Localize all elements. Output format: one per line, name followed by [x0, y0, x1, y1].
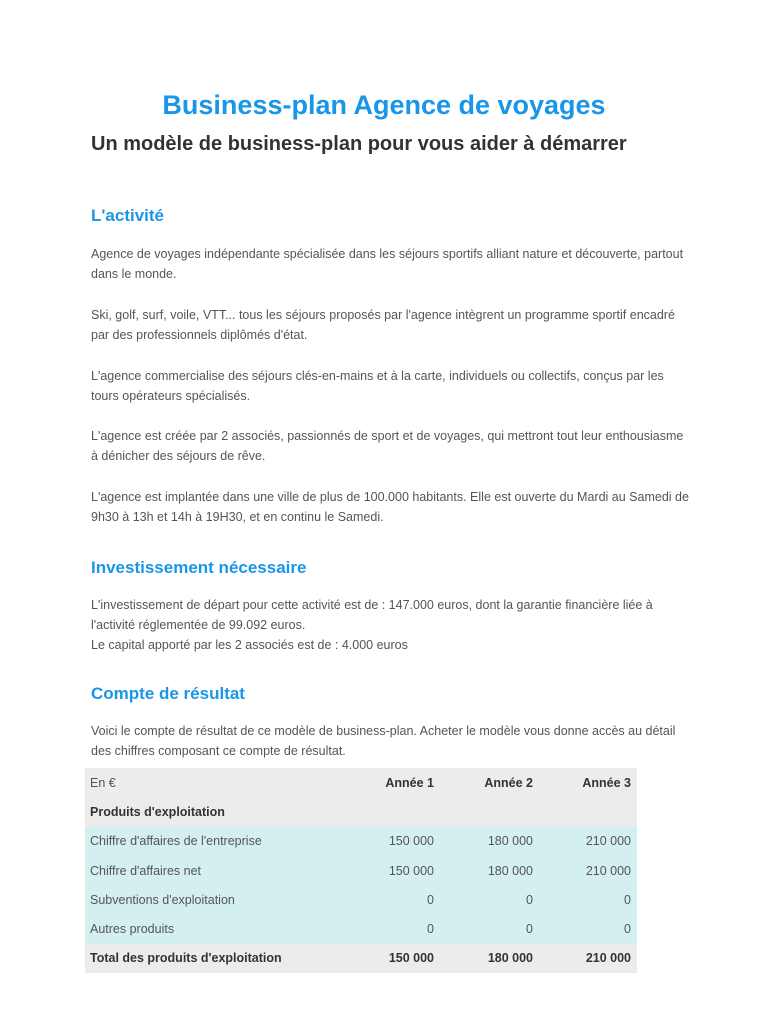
- total-year-1: 150 000: [388, 951, 434, 966]
- row-year-1: 150 000: [388, 834, 434, 849]
- table-row: [85, 827, 637, 856]
- row-year-2: 0: [526, 922, 533, 937]
- table-total-row: [85, 944, 637, 973]
- activite-paragraph-5: L'agence est implantée dans une ville de plus de 100.000 habitants. Elle est ouverte du Mardi au Samedi de 9h30 à 13h et 14h à 19H30, et en continu le Samedi.: [91, 490, 689, 524]
- row-year-3: 210 000: [585, 834, 631, 849]
- header-year-3: Année 3: [582, 775, 631, 790]
- total-label: Total des produits d'exploitation: [90, 951, 282, 966]
- activite-paragraph-1: Agence de voyages indépendante spécialisée dans les séjours sportifs alliant nature et découverte, partout dans le monde.: [91, 247, 684, 281]
- row-year-1: 0: [427, 892, 434, 907]
- row-label: Chiffre d'affaires de l'entreprise: [90, 834, 262, 849]
- table-row: [85, 914, 637, 943]
- row-label: Subventions d'exploitation: [90, 892, 235, 907]
- row-year-3: 210 000: [585, 863, 631, 878]
- row-year-2: 180 000: [487, 863, 533, 878]
- table-row: [85, 885, 637, 914]
- row-year-1: 0: [427, 922, 434, 937]
- row-year-2: 0: [526, 892, 533, 907]
- page-title: Business-plan Agence de voyages: [162, 90, 606, 120]
- row-label: Chiffre d'affaires net: [90, 863, 202, 878]
- investissement-paragraph-2: Le capital apporté par les 2 associés est de : 4.000 euros: [91, 638, 408, 652]
- row-label: Autres produits: [90, 922, 175, 937]
- section-heading-compte: Compte de résultat: [91, 684, 245, 703]
- header-year-2: Année 2: [484, 775, 533, 790]
- activite-paragraph-3: L'agence commercialise des séjours clés-en-mains et à la carte, individuels ou collectifs, conçus par les tours opérateurs spécialisés.: [91, 369, 664, 403]
- row-year-1: 150 000: [388, 863, 434, 878]
- table-section-row: [85, 797, 637, 826]
- income-statement-table: [85, 768, 637, 973]
- table-row: [85, 856, 637, 885]
- compte-paragraph-1: Voici le compte de résultat de ce modèle de business-plan. Acheter le modèle vous donne accès au détail des chiffres composant ce compte de résultat.: [91, 724, 676, 758]
- section-label: Produits d'exploitation: [90, 804, 225, 819]
- activite-paragraph-4: L'agence est créée par 2 associés, passionnés de sport et de voyages, qui mettront tout leur enthousiasme à dénicher des séjours de rêve.: [91, 429, 684, 463]
- table-header-row: [85, 768, 637, 797]
- total-year-3: 210 000: [585, 951, 631, 966]
- investissement-paragraph-1: L'investissement de départ pour cette activité est de : 147.000 euros, dont la garantie financière liée à l'activité réglementée de 99.092 euros.: [91, 598, 653, 632]
- header-currency: En €: [90, 775, 116, 790]
- section-heading-investissement: Investissement nécessaire: [91, 558, 307, 577]
- page-subtitle: Un modèle de business-plan pour vous aider à démarrer: [91, 133, 627, 155]
- section-heading-activite: L'activité: [91, 206, 165, 225]
- total-year-2: 180 000: [487, 951, 533, 966]
- header-year-1: Année 1: [385, 775, 434, 790]
- activite-paragraph-2: Ski, golf, surf, voile, VTT... tous les séjours proposés par l'agence intègrent un programme sportif encadré par des professionnels diplômés d'état.: [91, 308, 675, 342]
- row-year-2: 180 000: [487, 834, 533, 849]
- row-year-3: 0: [624, 892, 631, 907]
- row-year-3: 0: [624, 922, 631, 937]
